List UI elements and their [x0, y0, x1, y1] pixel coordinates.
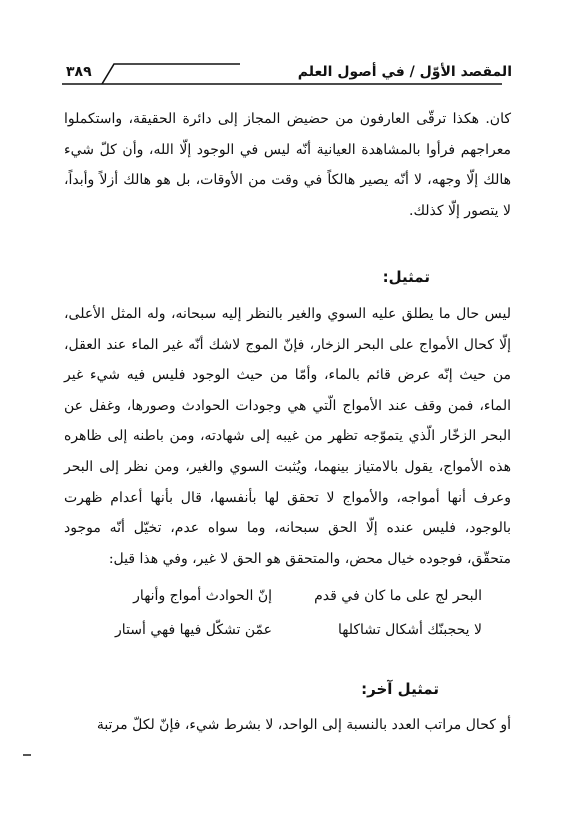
verse-1-second-hemistich: إنّ الحوادث أمواج وأنهار — [133, 588, 272, 604]
paragraph-1: كان. هكذا ترقّى العارفون من حضيض المجاز إلى دائرة الحقيقة، واستكملوا معراجهم فرأوا بالمشاهدة العيانية أنّه ليس في الوجود إلّا الله، وأن كلّ شيء هالك إلّا وجهه، لا أنّه يصير هالكاً في وقت من الأوقات، بل هو هالك أزلاً وأبداً، لا يتصور إلّا كذلك. — [64, 111, 511, 219]
paragraph-3: أو كحال مراتب العدد بالنسبة إلى الواحد، لا بشرط شيء، فإنّ لكلّ مرتبة — [96, 717, 511, 733]
running-title: المقصد الأوّل / في أصول العلم — [297, 64, 512, 80]
page-header — [62, 60, 512, 90]
heading-tamthil-akhar: تمثيل آخر: — [361, 680, 439, 698]
margin-mark — [23, 754, 31, 756]
verse-1-first-hemistich: البحر لج على ما كان في قدم — [314, 588, 482, 604]
paragraph-2: ليس حال ما يطلق عليه السوي والغير بالنظر إليه سبحانه، وله المثل الأعلى، إلّا كحال الأمواج على البحر الزخار، فإنّ الموج لاشك أنّه غير الماء عند العقل، من حيث إنّه عرض قائم بالماء، وأمّا من حيث الوجود فليس فيه شيء غير الماء، فمن وقف عند الأمواج الّتي هي وجودات الحوادث وصورها، وغفل عن البحر الزخّار الّذي يتموّجه تظهر من غيبه إلى شهادته، ومن باطنه إلى ظاهره هذه الأمواج، يقول بالامتياز بينهما، ويُثبت السوي والغير، ومن نظر إلى البحر وعرف أنها أمواجه، والأمواج لا تحقق لها بأنفسها، قال بأنها أعدام ظهرت بالوجود، فليس عنده إلّا الحق سبحانه، وما سواه عدم، تخيّل أنّه موجود متحقّق، فوجوده خيال محض، والمتحقق هو الحق لا غير، وفي هذا قيل: — [64, 306, 511, 567]
verse-2-first-hemistich: لا يحجبنّك أشكال تشاكلها — [337, 622, 482, 638]
verse-2-second-hemistich: عمّن تشكّل فيها فهي أستار — [115, 622, 272, 638]
heading-tamthil: تمثيل: — [382, 268, 430, 286]
page-number: ٣٨٩ — [66, 64, 92, 80]
